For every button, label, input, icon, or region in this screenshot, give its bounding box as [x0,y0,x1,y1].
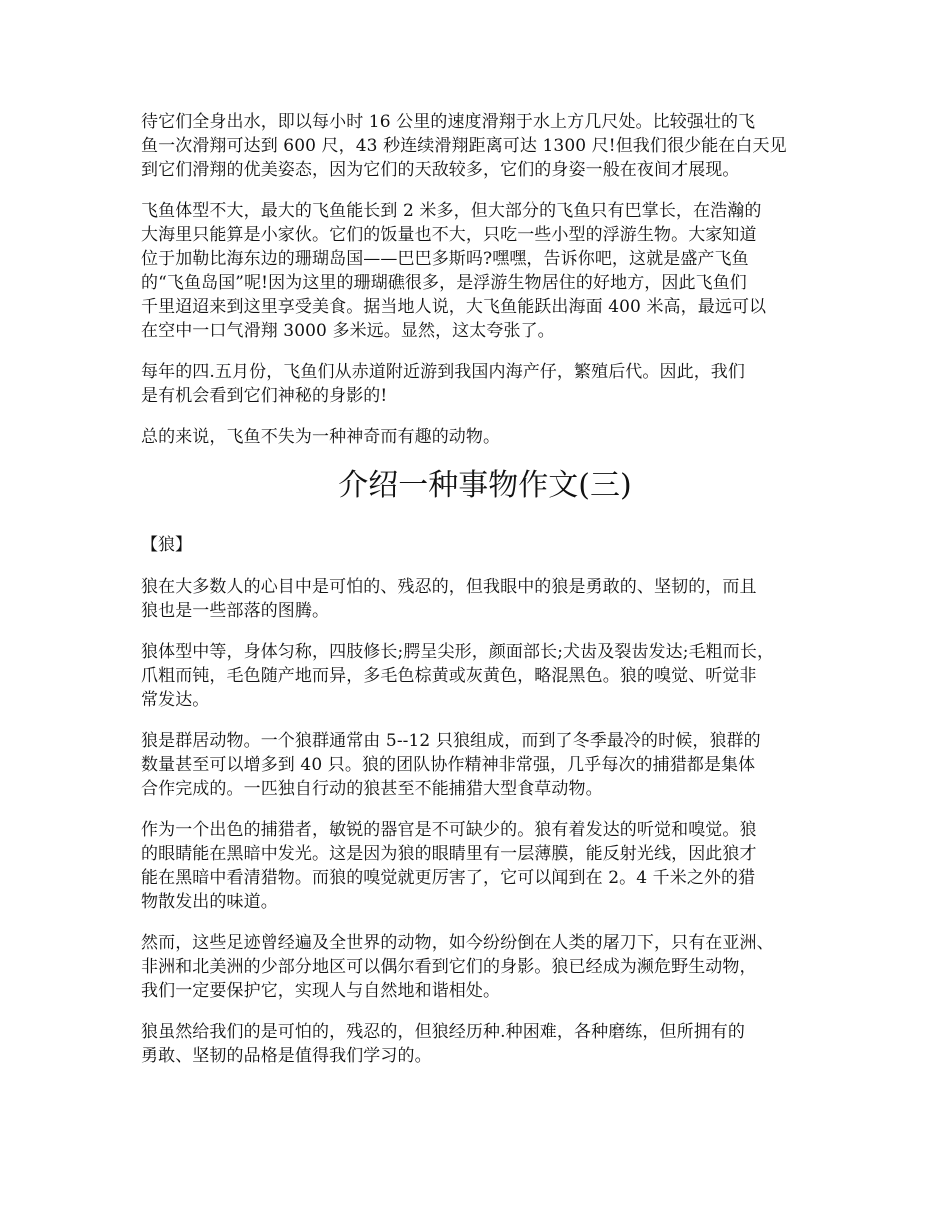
text-line: 作为一个出色的捕猎者，敏锐的器官是不可缺少的。狼有着发达的听觉和嗅觉。狼 [141,820,757,840]
text-line: 位于加勒比海东边的珊瑚岛国——巴巴多斯吗?嘿嘿，告诉你吧，这就是盛产飞鱼 [141,249,749,269]
paragraph [141,360,819,408]
text-line: 勇敢、坚韧的品格是值得我们学习的。 [141,1046,432,1066]
text-line: 然而，这些足迹曾经遍及全世界的动物，如今纷纷倒在人类的屠刀下，只有在亚洲、 [141,933,774,953]
paragraph [141,931,819,1003]
paragraph [141,425,819,449]
text-line: 是有机会看到它们神秘的身影的! [141,386,388,406]
text-line: 狼在大多数人的心目中是可怕的、残忍的，但我眼中的狼是勇敢的、坚韧的，而且 [141,577,757,597]
text-line: 爪粗而钝，毛色随产地而异，多毛色棕黄或灰黄色，略混黑色。狼的嗅觉、听觉非 [141,666,757,686]
flying-fish-section [141,110,819,449]
essay-title: 介绍一种事物作文(三) [338,468,632,503]
text-line: 待它们全身出水，即以每小时 16 公里的速度滑翔于水上方几尺处。比较强壮的飞 [141,112,756,132]
paragraph [141,199,819,343]
text-line: 的“飞鱼岛国”呢!因为这里的珊瑚礁很多，是浮游生物居住的好地方，因此飞鱼们 [141,273,747,293]
paragraph [141,1020,819,1068]
text-line: 物散发出的味道。 [141,892,278,912]
text-line: 总的来说，飞鱼不失为一种神奇而有趣的动物。 [141,427,501,447]
text-line: 常发达。 [141,690,210,710]
section-tag: 【狼】 [141,535,192,555]
paragraph [141,640,819,712]
text-line: 狼体型中等，身体匀称，四肢修长;腭呈尖形，颜面部长;犬齿及裂齿发达;毛粗而长， [141,642,775,662]
text-line: 我们一定要保护它，实现人与自然地和谐相处。 [141,981,501,1001]
text-line: 大海里只能算是小家伙。它们的饭量也不大，只吃一些小型的浮游生物。大家知道 [141,225,757,245]
text-line: 鱼一次滑翔可达到 600 尺，43 秒连续滑翔距离可达 1300 尺!但我们很少能在白天见 [141,136,787,156]
text-line: 千里迢迢来到这里享受美食。据当地人说，大飞鱼能跃出海面 400 米高，最远可以 [141,297,767,317]
wolf-section [141,575,819,1068]
text-line: 到它们滑翔的优美姿态，因为它们的天敌较多，它们的身姿一般在夜间才展现。 [141,160,740,180]
text-line: 的眼睛能在黑暗中发光。这是因为狼的眼睛里有一层薄膜，能反射光线，因此狼才 [141,844,757,864]
paragraph [141,729,819,801]
text-line: 合作完成的。一匹独自行动的狼甚至不能捕猎大型食草动物。 [141,779,603,799]
document-body [141,110,819,1085]
text-line: 狼也是一些部落的图腾。 [141,601,330,621]
paragraph [141,818,819,914]
text-line: 飞鱼体型不大，最大的飞鱼能长到 2 米多，但大部分的飞鱼只有巴掌长，在浩瀚的 [141,201,762,221]
paragraph [141,110,819,182]
text-line: 数量甚至可以增多到 40 只。狼的团队协作精神非常强，几乎每次的捕猎都是集体 [141,755,756,775]
text-line: 非洲和北美洲的少部分地区可以偶尔看到它们的身影。狼已经成为濒危野生动物， [141,957,757,977]
text-line: 能在黑暗中看清猎物。而狼的嗅觉就更厉害了，它可以闻到在 2。4 千米之外的猎 [141,868,756,888]
text-line: 每年的四.五月份，飞鱼们从赤道附近游到我国内海产仔，繁殖后代。因此，我们 [141,362,746,382]
text-line: 狼是群居动物。一个狼群通常由 5--12 只狼组成，而到了冬季最冷的时候，狼群的 [141,731,761,751]
text-line: 在空中一口气滑翔 3000 多米远。显然，这太夸张了。 [141,321,555,341]
paragraph [141,575,819,623]
text-line: 狼虽然给我们的是可怕的，残忍的，但狼经历种.种困难，各种磨练，但所拥有的 [141,1022,746,1042]
